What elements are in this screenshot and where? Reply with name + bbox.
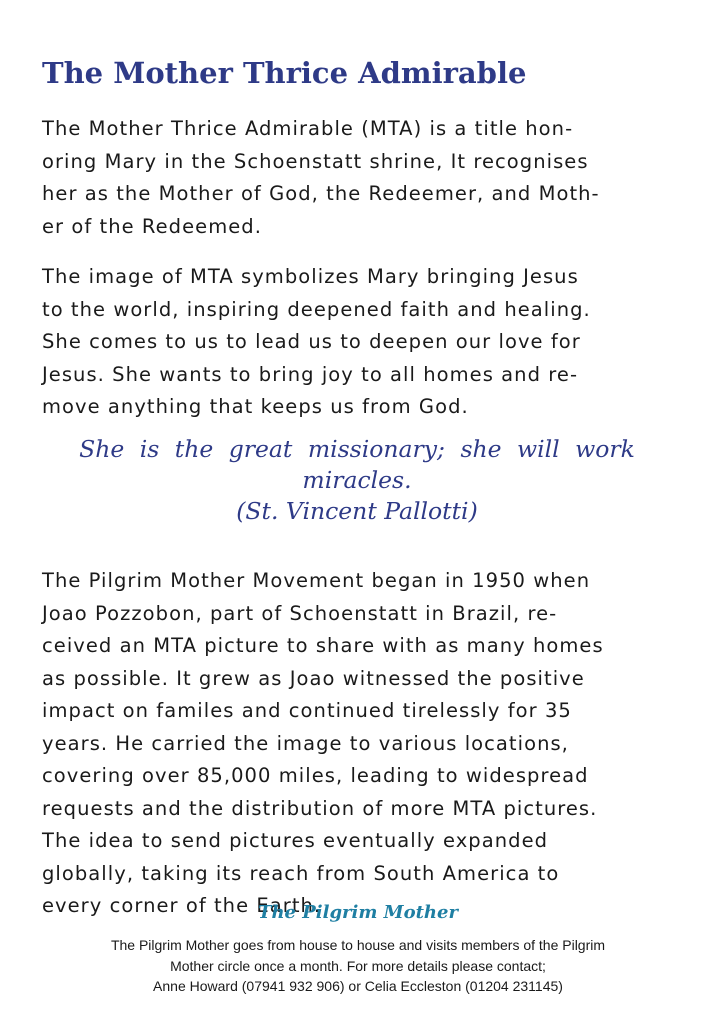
paragraph-line: as possible. It grew as Joao witnessed the positive bbox=[42, 666, 585, 690]
paragraph-line: her as the Mother of God, the Redeemer, and Moth- bbox=[42, 182, 600, 205]
paragraph-line: The Mother Thrice Admirable (MTA) is a title hon- bbox=[42, 117, 574, 140]
footer-line: The Pilgrim Mother goes from house to house and visits members of the Pilgrim bbox=[110, 937, 606, 953]
pallotti-quote bbox=[42, 434, 672, 527]
paragraph-line: globally, taking its reach from South America to bbox=[42, 861, 560, 885]
intro-paragraph bbox=[42, 113, 672, 243]
paragraph-line: The idea to send pictures eventually expanded bbox=[42, 829, 549, 852]
paragraph-line: The image of MTA symbolizes Mary bringing Jesus bbox=[42, 265, 579, 288]
paragraph-line: She comes to us to lead us to deepen our love for bbox=[42, 330, 581, 353]
paragraph-line: ceived an MTA picture to share with as many homes bbox=[42, 634, 604, 657]
image-meaning-paragraph bbox=[42, 261, 672, 424]
paragraph-line: oring Mary in the Schoenstatt shrine, It recognises bbox=[42, 149, 589, 173]
movement-history-paragraph bbox=[42, 565, 672, 923]
paragraph-line: Joao Pozzobon, part of Schoenstatt in Brazil, re- bbox=[42, 601, 558, 625]
quote-line: She is the great missionary; she will work bbox=[79, 435, 635, 463]
page-title: The Mother Thrice Admirable bbox=[42, 56, 527, 90]
paragraph-line: The Pilgrim Mother Movement began in 1950 when bbox=[42, 569, 591, 592]
paragraph-line: years. He carried the image to various locations, bbox=[42, 731, 569, 755]
paragraph-line: move anything that keeps us from God. bbox=[42, 395, 469, 418]
pilgrim-mother-heading: The Pilgrim Mother bbox=[258, 902, 458, 923]
paragraph-line: Jesus. She wants to bring joy to all homes and re- bbox=[42, 362, 579, 386]
footer-line: Mother circle once a month. For more details please contact; bbox=[170, 957, 546, 974]
paragraph-line: impact on familes and continued tirelessly for 35 bbox=[42, 699, 572, 722]
paragraph-line: covering over 85,000 miles, leading to widespread bbox=[42, 764, 589, 787]
footer-contact-line: Anne Howard (07941 932 906) or Celia Eccleston (01204 231145) bbox=[153, 978, 563, 994]
quote-attribution: (St. Vincent Pallotti) bbox=[236, 497, 478, 525]
paragraph-line: to the world, inspiring deepened faith and healing. bbox=[42, 297, 591, 321]
quote-line: miracles. bbox=[302, 466, 412, 494]
paragraph-line: every corner of the Earth. bbox=[42, 894, 322, 917]
contact-footer bbox=[0, 935, 716, 997]
paragraph-line: requests and the distribution of more MTA pictures. bbox=[42, 796, 598, 820]
paragraph-line: er of the Redeemed. bbox=[42, 214, 262, 238]
